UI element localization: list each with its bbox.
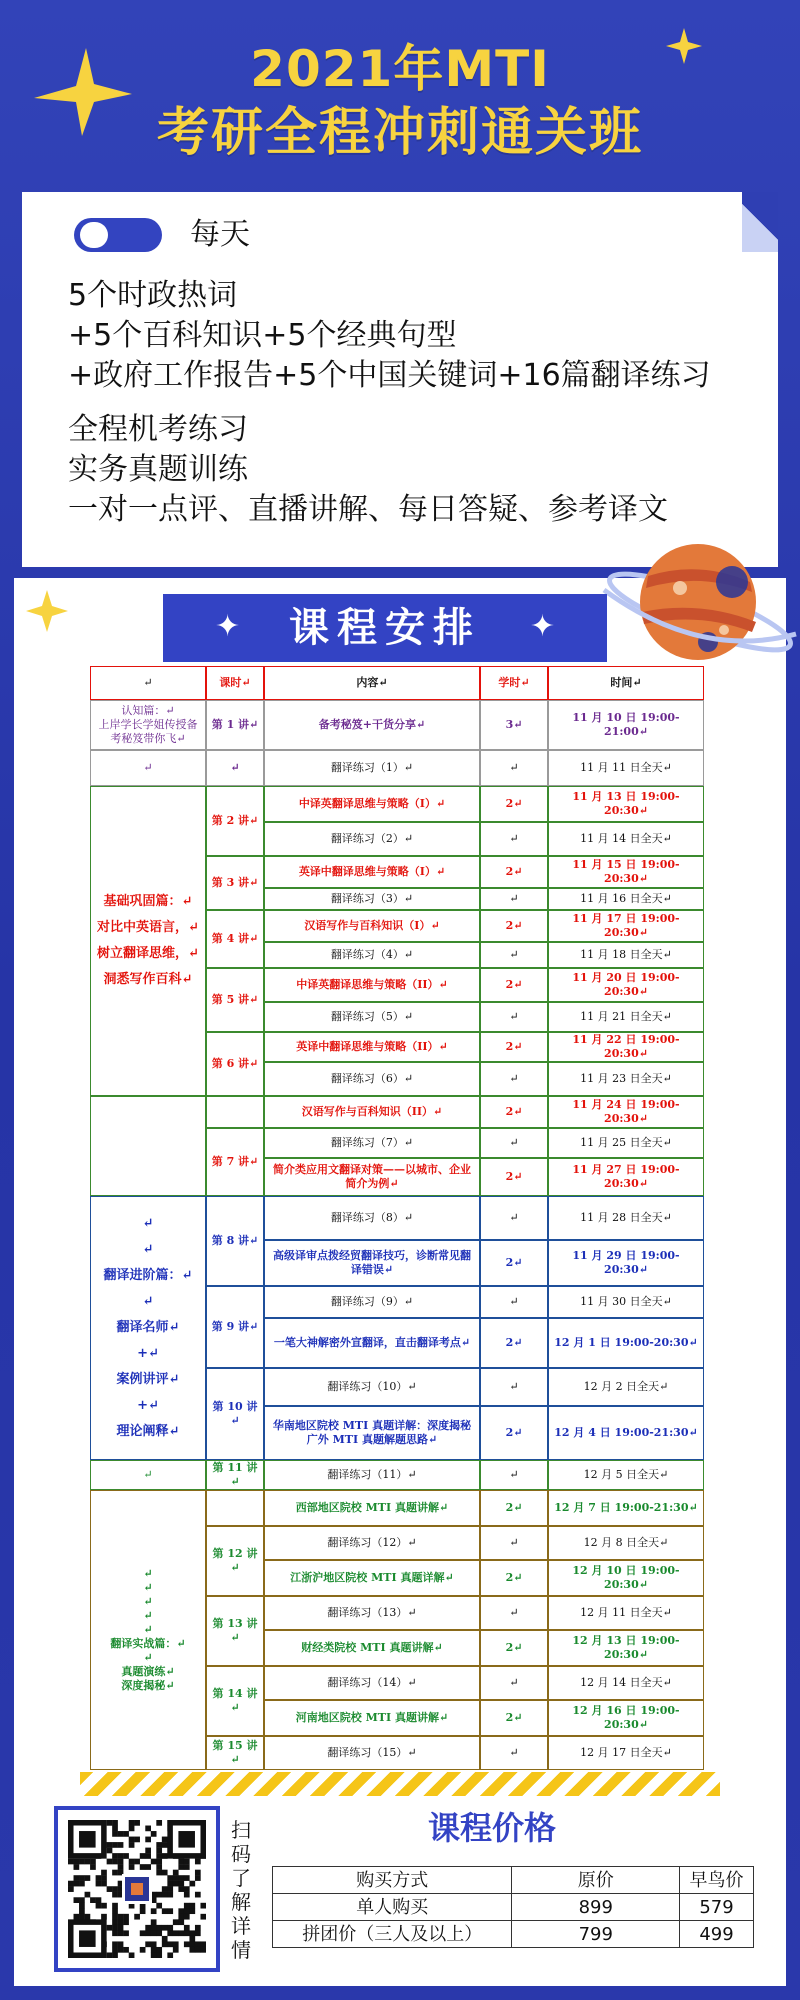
- lesson-cell: 第 5 讲↵: [206, 968, 264, 1032]
- hours-cell: 3↵: [480, 700, 548, 750]
- feature-line: 全程机考练习: [68, 412, 248, 447]
- feature-line: 一对一点评、直播讲解、每日答疑、参考译文: [68, 492, 668, 527]
- daily-label: 每天: [190, 217, 250, 252]
- content-cell: 翻译练习（1）↵: [264, 750, 480, 786]
- content-cell: 翻译练习（11）↵: [264, 1460, 480, 1490]
- time-cell: 11 月 28 日全天↵: [548, 1196, 704, 1240]
- lesson-cell: 第 4 讲↵: [206, 910, 264, 968]
- content-cell: 河南地区院校 MTI 真题讲解↵: [264, 1700, 480, 1736]
- lesson-cell: 第 12 讲↵: [206, 1526, 264, 1596]
- title-line-2: 考研全程冲刺通关班: [156, 103, 643, 163]
- content-cell: 西部地区院校 MTI 真题讲解↵: [264, 1490, 480, 1526]
- time-cell: 11 月 18 日全天↵: [548, 942, 704, 968]
- time-cell: 11 月 14 日全天↵: [548, 822, 704, 856]
- hours-cell: ↵: [480, 1596, 548, 1630]
- content-cell: 备考秘笈+干货分享↵: [264, 700, 480, 750]
- time-cell: 12 月 14 日全天↵: [548, 1666, 704, 1700]
- hours-cell: 2↵: [480, 1560, 548, 1596]
- hours-cell: ↵: [480, 1526, 548, 1560]
- hours-cell: ↵: [480, 888, 548, 910]
- lesson-cell: 第 3 讲↵: [206, 856, 264, 910]
- content-cell: 翻译练习（12）↵: [264, 1526, 480, 1560]
- lesson-cell: 第 10 讲↵: [206, 1368, 264, 1460]
- page-title: [0, 38, 800, 166]
- time-cell: 12 月 10 日 19:00-20:30↵: [548, 1560, 704, 1596]
- hours-cell: 2↵: [480, 1630, 548, 1666]
- toggle-knob: [80, 222, 108, 248]
- time-cell: 11 月 16 日全天↵: [548, 888, 704, 910]
- content-cell: 翻译练习（14）↵: [264, 1666, 480, 1700]
- hours-cell: 2↵: [480, 1240, 548, 1286]
- hours-cell: ↵: [480, 1368, 548, 1406]
- content-cell: 翻译练习（2）↵: [264, 822, 480, 856]
- price-table: [272, 1866, 754, 1948]
- content-cell: 翻译练习（9）↵: [264, 1286, 480, 1318]
- time-cell: 11 月 22 日 19:00-20:30↵: [548, 1032, 704, 1062]
- lesson-cell: 第 1 讲↵: [206, 700, 264, 750]
- content-cell: 翻译练习（3）↵: [264, 888, 480, 910]
- stage-cell: 基础巩固篇：↵ 对比中英语言，↵ 树立翻译思维，↵ 洞悉写作百科↵: [90, 786, 206, 1096]
- hours-cell: ↵: [480, 822, 548, 856]
- feature-group-2: [68, 410, 711, 530]
- time-cell: 11 月 10 日 19:00-21:00↵: [548, 700, 704, 750]
- price-header: 早鸟价: [680, 1867, 754, 1894]
- content-cell: 翻译练习（4）↵: [264, 942, 480, 968]
- schedule-banner-title: 课程安排: [289, 605, 481, 651]
- price-header: 购买方式: [273, 1867, 512, 1894]
- content-cell: 一笔大神解密外宣翻译，直击翻译考点↵: [264, 1318, 480, 1368]
- price-cell: 拼团价（三人及以上）: [273, 1921, 512, 1948]
- time-cell: 11 月 17 日 19:00-20:30↵: [548, 910, 704, 942]
- lesson-cell: 第 7 讲↵: [206, 1128, 264, 1196]
- table-header-cell: ↵: [90, 666, 206, 700]
- content-cell: 财经类院校 MTI 真题讲解↵: [264, 1630, 480, 1666]
- price-cell: 579: [680, 1894, 754, 1921]
- time-cell: 11 月 27 日 19:00-20:30↵: [548, 1158, 704, 1196]
- time-cell: 12 月 13 日 19:00-20:30↵: [548, 1630, 704, 1666]
- hours-cell: ↵: [480, 1062, 548, 1096]
- page-fold: [742, 192, 778, 252]
- content-cell: 中译英翻译思维与策略（I）↵: [264, 786, 480, 822]
- feature-line: 实务真题训练: [68, 452, 248, 487]
- hours-cell: 2↵: [480, 856, 548, 888]
- lesson-cell: 第 6 讲↵: [206, 1032, 264, 1096]
- price-header: 原价: [512, 1867, 680, 1894]
- content-cell: 汉语写作与百科知识（I）↵: [264, 910, 480, 942]
- sparkle-icon: ✦: [529, 609, 555, 644]
- time-cell: 12 月 11 日全天↵: [548, 1596, 704, 1630]
- feature-line: +5个百科知识+5个经典句型: [68, 318, 457, 353]
- price-cell: 单人购买: [273, 1894, 512, 1921]
- price-cell: 899: [512, 1894, 680, 1921]
- content-cell: 高级译审点拨经贸翻译技巧，诊断常见翻译错误↵: [264, 1240, 480, 1286]
- hours-cell: 2↵: [480, 1490, 548, 1526]
- price-cell: 799: [512, 1921, 680, 1948]
- hours-cell: ↵: [480, 1666, 548, 1700]
- price-title: 课程价格: [427, 1809, 556, 1847]
- hours-cell: ↵: [480, 1128, 548, 1158]
- stage-cell: ↵ ↵ 翻译进阶篇：↵ ↵ 翻译名师↵ +↵ 案例讲评↵ +↵ 理论阐释↵: [90, 1196, 206, 1460]
- time-cell: 11 月 20 日 19:00-20:30↵: [548, 968, 704, 1002]
- time-cell: 12 月 2 日全天↵: [548, 1368, 704, 1406]
- feature-list: [68, 276, 711, 530]
- hours-cell: 2↵: [480, 1158, 548, 1196]
- time-cell: 12 月 4 日 19:00-21:30↵: [548, 1406, 704, 1460]
- lesson-cell: 第 2 讲↵: [206, 786, 264, 856]
- content-cell: 翻译练习（13）↵: [264, 1596, 480, 1630]
- lesson-cell: 第 8 讲↵: [206, 1196, 264, 1286]
- hours-cell: ↵: [480, 1286, 548, 1318]
- hours-cell: ↵: [480, 1002, 548, 1032]
- time-cell: 11 月 13 日 19:00-20:30↵: [548, 786, 704, 822]
- lesson-cell: 第 9 讲↵: [206, 1286, 264, 1368]
- content-cell: 中译英翻译思维与策略（II）↵: [264, 968, 480, 1002]
- table-row: [273, 1894, 754, 1921]
- hours-cell: 2↵: [480, 1032, 548, 1062]
- content-cell: 翻译练习（6）↵: [264, 1062, 480, 1096]
- stage-cell: ↵: [90, 1460, 206, 1490]
- star-icon: [24, 588, 70, 634]
- qr-code[interactable]: [54, 1806, 220, 1972]
- time-cell: 11 月 29 日 19:00-20:30↵: [548, 1240, 704, 1286]
- content-cell: 翻译练习（15）↵: [264, 1736, 480, 1770]
- hours-cell: 2↵: [480, 1700, 548, 1736]
- content-cell: 翻译练习（8）↵: [264, 1196, 480, 1240]
- hours-cell: ↵: [480, 1460, 548, 1490]
- content-cell: 英译中翻译思维与策略（II）↵: [264, 1032, 480, 1062]
- stage-cell: ↵ ↵ ↵ ↵ ↵ 翻译实战篇：↵ ↵ 真题演练↵ 深度揭秘↵: [90, 1490, 206, 1770]
- lesson-cell: 第 13 讲↵: [206, 1596, 264, 1666]
- hours-cell: 2↵: [480, 786, 548, 822]
- hours-cell: ↵: [480, 750, 548, 786]
- scan-hint: 扫码了解详情: [231, 1818, 251, 1962]
- content-cell: 华南地区院校 MTI 真题详解：深度揭秘广外 MTI 真题解题思路↵: [264, 1406, 480, 1460]
- stage-cell: 认知篇：↵ 上岸学长学姐传授备考秘笈带你飞↵: [90, 700, 206, 750]
- content-cell: 翻译练习（5）↵: [264, 1002, 480, 1032]
- hours-cell: 2↵: [480, 1406, 548, 1460]
- divider-stripe: [80, 1772, 720, 1796]
- time-cell: 12 月 17 日全天↵: [548, 1736, 704, 1770]
- time-cell: 12 月 1 日 19:00-20:30↵: [548, 1318, 704, 1368]
- stage-cell: ↵: [90, 750, 206, 786]
- table-header-cell: 学时↵: [480, 666, 548, 700]
- content-cell: 翻译练习（7）↵: [264, 1128, 480, 1158]
- lesson-cell: ↵: [206, 750, 264, 786]
- table-row: [273, 1867, 754, 1894]
- time-cell: 12 月 5 日全天↵: [548, 1460, 704, 1490]
- time-cell: 11 月 15 日 19:00-20:30↵: [548, 856, 704, 888]
- time-cell: 12 月 7 日 19:00-21:30↵: [548, 1490, 704, 1526]
- qr-code-icon: [68, 1820, 206, 1958]
- feature-line: +政府工作报告+5个中国关键词+16篇翻译练习: [68, 358, 711, 393]
- schedule-banner: [163, 594, 607, 662]
- time-cell: 11 月 30 日全天↵: [548, 1286, 704, 1318]
- lesson-cell: 第 11 讲↵: [206, 1460, 264, 1490]
- content-cell: 江浙沪地区院校 MTI 真题详解↵: [264, 1560, 480, 1596]
- table-header-cell: 内容↵: [264, 666, 480, 700]
- time-cell: 12 月 8 日全天↵: [548, 1526, 704, 1560]
- time-cell: 11 月 23 日全天↵: [548, 1062, 704, 1096]
- lesson-cell: 第 14 讲↵: [206, 1666, 264, 1736]
- hours-cell: 2↵: [480, 1318, 548, 1368]
- table-header-cell: 课时↵: [206, 666, 264, 700]
- table-row: [273, 1921, 754, 1948]
- toggle-switch: [74, 218, 162, 252]
- table-header-cell: 时间↵: [548, 666, 704, 700]
- intro-card: [22, 192, 778, 567]
- content-cell: 汉语写作与百科知识（II）↵: [264, 1096, 480, 1128]
- hours-cell: 2↵: [480, 968, 548, 1002]
- content-cell: 简介类应用文翻译对策——以城市、企业简介为例↵: [264, 1158, 480, 1196]
- content-cell: 英译中翻译思维与策略（I）↵: [264, 856, 480, 888]
- planet-icon: [600, 530, 800, 684]
- title-line-1: 2021年MTI: [250, 40, 550, 98]
- time-cell: 11 月 24 日 19:00-20:30↵: [548, 1096, 704, 1128]
- time-cell: 11 月 25 日全天↵: [548, 1128, 704, 1158]
- content-cell: 翻译练习（10）↵: [264, 1368, 480, 1406]
- hours-cell: 2↵: [480, 1096, 548, 1128]
- price-cell: 499: [680, 1921, 754, 1948]
- time-cell: 12 月 16 日 19:00-20:30↵: [548, 1700, 704, 1736]
- time-cell: 11 月 11 日全天↵: [548, 750, 704, 786]
- hours-cell: ↵: [480, 1736, 548, 1770]
- lesson-cell: 第 15 讲↵: [206, 1736, 264, 1770]
- hours-cell: ↵: [480, 1196, 548, 1240]
- feature-group-1: [68, 276, 711, 396]
- hours-cell: ↵: [480, 942, 548, 968]
- sparkle-icon: ✦: [215, 609, 241, 644]
- time-cell: 11 月 21 日全天↵: [548, 1002, 704, 1032]
- hours-cell: 2↵: [480, 910, 548, 942]
- feature-line: 5个时政热词: [68, 278, 238, 313]
